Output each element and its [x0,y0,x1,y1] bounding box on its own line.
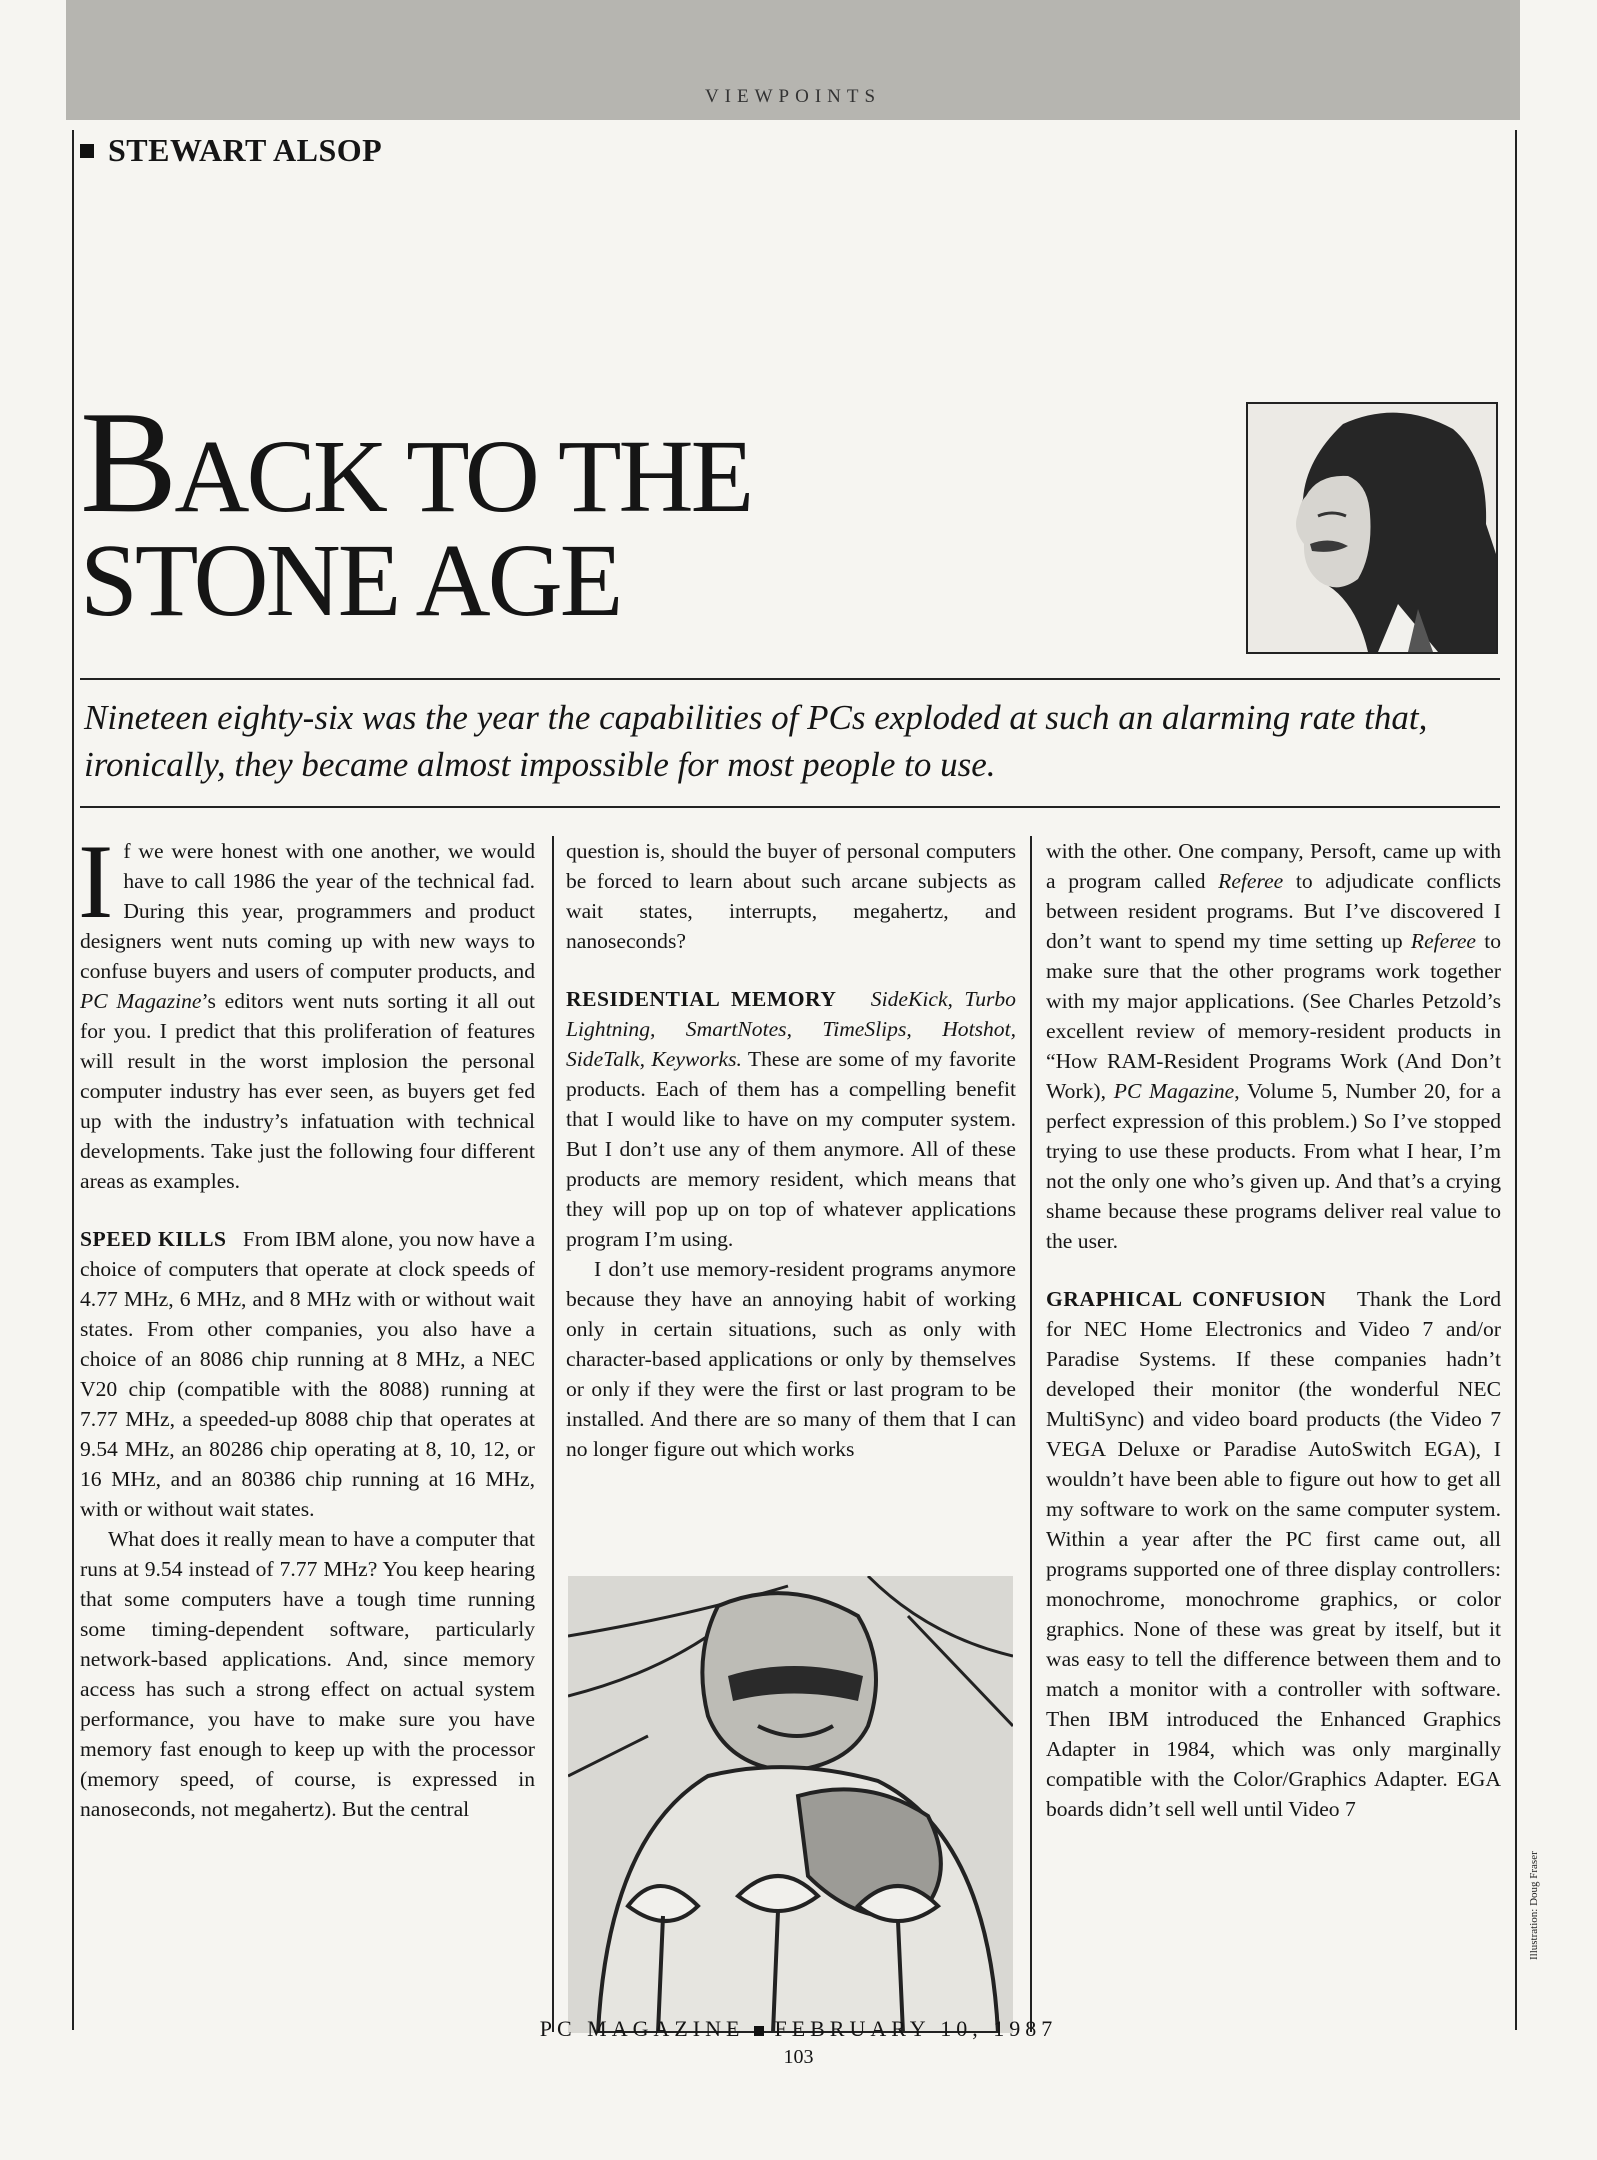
bullet-square-icon [754,2026,764,2036]
column-rule-1 [552,836,554,2032]
illustration-credit: Illustration: Doug Fraser [1528,1851,1540,1960]
paragraph: with the other. One company, Persoft, came up with a program called Referee to adjudicate conflicts between resident programs. But I’ve discovered I don’t want to spend my time setting up Referee to make sure that the other programs work together with my major applications. (See Charles Petzold’s excellent review of memory-resident products in “How RAM-Resident Programs Work (And Don’t Work), PC Magazine, Volume 5, Number 20, for a perfect expression of this problem.) So I’ve stopped trying to use these products. From what I hear, I’m not the only one who’s given up. And that’s a crying shame because these programs deliver real value to the user. [1046,839,1502,1253]
left-border-rule [72,130,74,2030]
article-title: BACK TO THE STONE AGE [80,381,752,638]
paragraph: RESIDENTIAL MEMORY SideKick, Turbo Lightning, SmartNotes, TimeSlips, Hotshot, SideTalk, Keyworks. These are some of my favorite products. Each of them has a compelling benefit that I would like to have on my computer system. But I don’t use any of them anymore. All of these products are memory resident, which means that they will pop up on top of whatever applications program I’m using. [566,987,1016,1251]
author-portrait [1246,402,1498,654]
column-2 [566,836,1016,1464]
article-illustration [568,1576,1013,2033]
subhead: GRAPHICAL CONFUSION [1046,1287,1327,1311]
page-footer: PC MAGAZINE FEBRUARY 10, 1987 [539,2016,1058,2041]
column-1 [78,823,535,1824]
paragraph: I don’t use memory-resident programs anymore because they have an annoying habit of working only in certain situations, such as only with character-based applications or only by themselves or only if they were the first or last program to be installed. And there are so many of them that I can no longer figure out which works [566,1257,1016,1461]
bullet-square-icon [80,144,94,158]
paragraph: What does it really mean to have a computer that runs at 9.54 instead of 7.77 MHz? You keep hearing that some computers have a tough time running some timing-dependent software, particularly network-based applications. And, since memory access has such a strong effect on actual system performance, you have to make sure you have memory fast enough to keep up with the processor (memory speed, of course, is expressed in nanoseconds, not megahertz). But the central [80,1527,535,1821]
paragraph: GRAPHICAL CONFUSION Thank the Lord for NEC Home Electronics and Video 7 and/or Paradise Systems. If these companies hadn’t developed their monitor (the wonderful NEC MultiSync) and video board products (the Video 7 VEGA Deluxe or Paradise AutoSwitch EGA), I wouldn’t have been able to figure out how to get all my software to work on the same computer system. Within a year after the PC first came out, all programs supported one of three display controllers: monochrome, monochrome graphics, or color graphics. None of these was great by itself, but it was easy to tell the difference between them and to match a monitor with a controller with software. Then IBM introduced the Enhanced Graphics Adapter in 1984, which was only marginally compatible with the Color/Graphics Adapter. EGA boards didn’t sell well until Video 7 [1046,1287,1502,1821]
subhead: SPEED KILLS [80,1227,227,1251]
paragraph: If we were honest with one another, we would have to call 1986 the year of the technical fad. During this year, programmers and product designers went nuts coming up with new ways to confuse buyers and users of computer products, and PC Magazine’s editors went nuts sorting it all out for you. I predict that this proliferation of features will result in the worst implosion the personal computer industry has ever seen, as buyers get fed up with the industry’s infatuation with technical developments. Take just the following four different areas as examples. [78,823,535,1193]
column-3 [1046,836,1501,1824]
right-border-rule [1515,130,1517,2030]
drop-cap: I [78,823,114,940]
column-rule-2 [1030,836,1032,2032]
article-deck: Nineteen eighty-six was the year the capabilities of PCs exploded at such an alarming rate that, ironically, they became almost impossible for most people to use. [84,698,1428,784]
subhead: RESIDENTIAL MEMORY [566,987,837,1011]
section-label: VIEWPOINTS [704,86,882,107]
paragraph: SPEED KILLS From IBM alone, you now have a choice of computers that operate at clock speeds of 4.77 MHz, 6 MHz, and 8 MHz with or without wait states. From other companies, you also have a choice of an 8086 chip running at 8 MHz, a NEC V20 chip (compatible with the 8088) running at 7.77 MHz, a speeded-up 8088 chip that operates at 9.54 MHz, an 80286 chip operating at 8, 10, 12, or 16 MHz, and an 80386 chip running at 16 MHz, with or without wait states. [80,1227,535,1521]
page-number: 103 [783,2046,814,2068]
paragraph: question is, should the buyer of personal computers be forced to learn about such arcane subjects as wait states, interrupts, megahertz, and nanoseconds? [566,839,1016,953]
author-byline: STEWART ALSOP [80,132,382,169]
deck-bottom-rule [80,806,1500,808]
deck-top-rule [80,678,1500,680]
